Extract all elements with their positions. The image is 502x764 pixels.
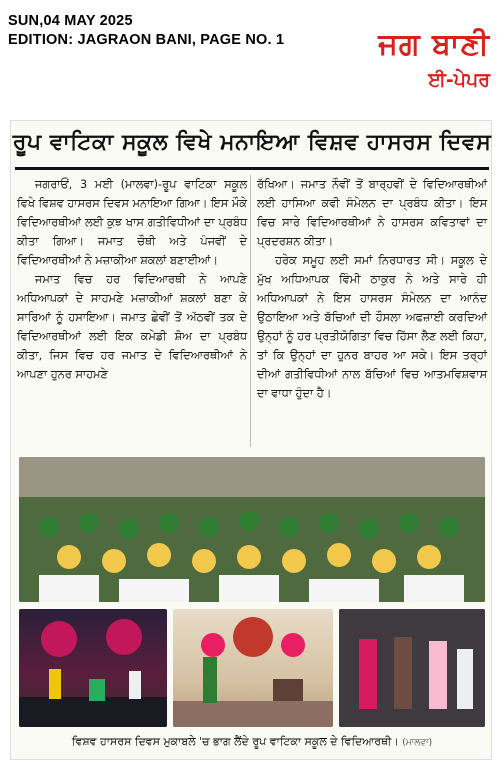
logo-subtitle: ਈ-ਪੇਪਰ [428, 69, 490, 91]
article-paragraph: ਰੱਖਿਆ। ਜਮਾਤ ਨੌਵੀਂ ਤੋਂ ਬਾਰ੍ਹਵੀਂ ਦੇ ਵਿਦਿਆਰਥੀਆਂ ਲਈ ਹਾਸਿਆ ਕਵੀ ਸੰਮੇਲਨ ਦਾ ਪ੍ਰਬੰਧ ਕੀਤਾ। ਇਸ ਵਿਚ ਸਾਰੇ ਵਿਦਿਆਰਥੀਆਂ ਨੇ ਹਾਸਰਸ ਕਵਿਤਾਵਾਂ ਦਾ ਪ੍ਰਦਰਸ਼ਨ ਕੀਤਾ। [257, 178, 487, 248]
column-divider [250, 175, 251, 447]
caption-credit: (ਮਾਲਵਾ) [402, 738, 433, 748]
article-paragraph: ਜਮਾਤ ਵਿਚ ਹਰ ਵਿਦਿਆਰਥੀ ਨੇ ਆਪਣੇ ਅਧਿਆਪਕਾਂ ਦੇ ਸਾਹਮਣੇ ਮਜ਼ਾਕੀਆਂ ਸ਼ਕਲਾਂ ਬਣਾ ਕੇ ਸਾਰਿਆਂ ਨੂੰ ਹਸਾਇਆ। ਜਮਾਤ ਛੇਵੀਂ ਤੋਂ ਅੱਠਵੀਂ ਤਕ ਦੇ ਵਿਦਿਆਰਥੀਆਂ ਲਈ ਇਕ ਕਮੇਡੀ ਸ਼ੋਅ ਦਾ ਪ੍ਰਬੰਧ ਕੀਤਾ, ਜਿਸ ਵਿਚ ਹਰ ਜਮਾਤ ਦੇ ਵਿਦਿਆਰਥੀਆਂ ਨੇ ਆਪਣਾ ਹੁਨਰ ਸਾਹਮਣੇ [17, 273, 247, 381]
newspaper-logo [360, 28, 490, 92]
photo-stage-center [173, 609, 333, 727]
photo-caption [11, 733, 493, 752]
photo-stage-right [339, 609, 485, 727]
logo-title: ਜਗ ਬਾਣੀ [378, 27, 490, 62]
edition-info [8, 12, 284, 50]
photo-audience [19, 457, 485, 602]
audience-illustration [19, 457, 485, 602]
article-column-right [257, 175, 487, 403]
article-headline: ਰੂਪ ਵਾਟਿਕਾ ਸਕੂਲ ਵਿਖੇ ਮਨਾਇਆ ਵਿਸ਼ਵ ਹਾਸਰਸ ਦਿਵਸ [12, 130, 492, 155]
article-paragraph: ਹਰੇਕ ਸਮੂਹ ਲਈ ਸਮਾਂ ਨਿਰਧਾਰਤ ਸੀ। ਸਕੂਲ ਦੇ ਮੁੱਖ ਅਧਿਆਪਕ ਵਿੰਮੀ ਠਾਕੁਰ ਨੇ ਅਤੇ ਸਾਰੇ ਹੀ ਅਧਿਆਪਕਾਂ ਨੇ ਇਸ ਹਾਸਰਸ ਸੰਮੇਲਨ ਦਾ ਆਨੰਦ ਉਠਾਇਆ ਅਤੇ ਬੱਚਿਆਂ ਦੀ ਹੌਸਲਾ ਅਫਜ਼ਾਈ ਕਰਦਿਆਂ ਉਨ੍ਹਾਂ ਨੂੰ ਹਰ ਪ੍ਰਤੀਯੋਗਿਤਾ ਵਿਚ ਹਿੱਸਾ ਲੈਣ ਲਈ ਕਿਹਾ, ਤਾਂ ਕਿ ਉਨ੍ਹਾਂ ਦਾ ਹੁਨਰ ਬਾਹਰ ਆ ਸਕੇ। ਇਸ ਤਰ੍ਹਾਂ ਦੀਆਂ ਗਤੀਵਿਧੀਆਂ ਨਾਲ ਬੱਚਿਆਂ ਵਿਚ ਆਤਮਵਿਸ਼ਵਾਸ ਦਾ ਵਾਧਾ ਹੁੰਦਾ ਹੈ। [257, 254, 487, 400]
edition-name: EDITION: JAGRAON BANI, PAGE NO. 1 [8, 32, 285, 48]
stage-illustration [339, 609, 485, 727]
caption-text: ਵਿਸ਼ਵ ਹਾਸਰਸ ਦਿਵਸ ਮੁਕਾਬਲੇ 'ਚ ਭਾਗ ਲੈਂਦੇ ਰੂਪ ਵਾਟਿਕਾ ਸਕੂਲ ਦੇ ਵਿਦਿਆਰਥੀ। [71, 735, 399, 748]
news-article [10, 120, 492, 760]
stage-illustration [19, 609, 167, 727]
photo-stage-left [19, 609, 167, 727]
article-paragraph: ਜਗਰਾਓਂ, 3 ਮਈ (ਮਾਲਵਾ)-ਰੂਪ ਵਾਟਿਕਾ ਸਕੂਲ ਵਿਖੇ ਵਿਸ਼ਵ ਹਾਸਰਸ ਦਿਵਸ ਮਨਾਇਆ ਗਿਆ। ਇਸ ਮੌਕੇ ਵਿਦਿਆਰਥੀਆਂ ਲਈ ਕੁਝ ਖਾਸ ਗਤੀਵਿਧੀਆਂ ਦਾ ਪ੍ਰਬੰਧ ਕੀਤਾ ਗਿਆ। ਜਮਾਤ ਚੌਥੀ ਅਤੇ ਪੰਜਵੀਂ ਦੇ ਵਿਦਿਆਰਥੀਆਂ ਨੇ ਮਜ਼ਾਕੀਆ ਸ਼ਕਲਾਂ ਬਣਾਈਆਂ। [17, 178, 247, 267]
stage-illustration [173, 609, 333, 727]
edition-date: SUN,04 MAY 2025 [8, 13, 133, 29]
article-column-left [17, 175, 247, 384]
headline-rule [15, 167, 489, 170]
